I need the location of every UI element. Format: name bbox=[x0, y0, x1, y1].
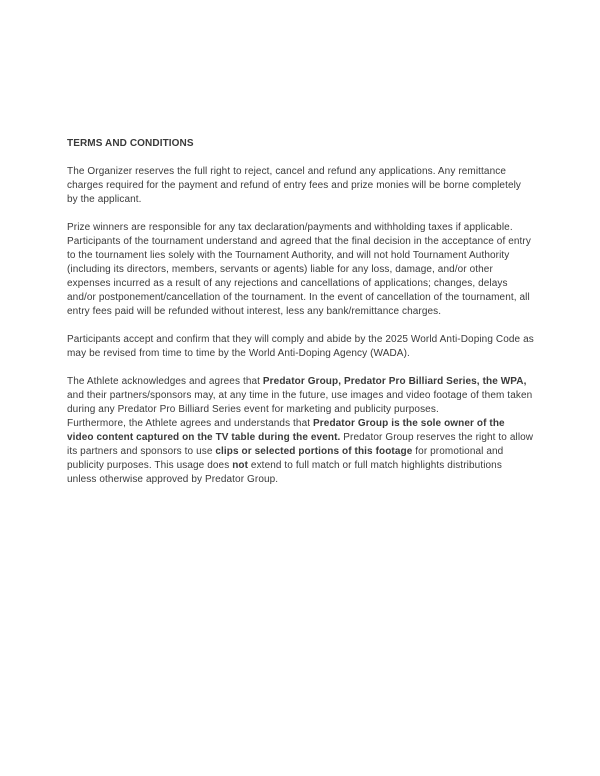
text-run: Prize winners are responsible for any tax declaration/payments and withholding taxes if applicable. Participants of the tournament understand and agreed that the final decision in the acceptance of entry to the tournament lies solely with the Tournament Authority, and will not hold Tournament Authority (including its directors, members, servants or agents) liable for any loss, damage, and/or other expenses incurred as a result of any rejections and cancellations of applications; changes, delays and/or postponement/cancellation of the tournament. In the event of cancellation of the tournament, all entry fees paid will be refunded without interest, less any bank/remittance charges. bbox=[67, 222, 531, 317]
text-run: and their partners/sponsors may, at any time in the future, use images and video footage of them taken during any Predator Pro Billiard Series event for marketing and publicity purposes. bbox=[67, 390, 533, 415]
text-run: The Organizer reserves the full right to reject, cancel and refund any applications. Any remittance charges required for the payment and refund of entry fees and prize monies will be borne completely by the applicant. bbox=[67, 166, 522, 205]
text-run-bold: not bbox=[232, 460, 249, 471]
text-run-bold: Predator Group, Predator Pro Billiard Series, the WPA, bbox=[262, 376, 527, 387]
document-heading: TERMS AND CONDITIONS bbox=[67, 138, 194, 149]
text-run: Furthermore, the Athlete agrees and understands that bbox=[67, 418, 314, 429]
text-run: Predator Group reserves the right to allow its partners and sponsors to use bbox=[67, 432, 534, 457]
paragraph bbox=[67, 333, 534, 361]
paragraph bbox=[67, 165, 534, 207]
text-run-bold: clips or selected portions of this footage bbox=[215, 446, 413, 457]
text-run: The Athlete acknowledges and agrees that bbox=[67, 376, 263, 387]
document-content bbox=[67, 165, 534, 487]
text-run: Participants accept and confirm that they will comply and abide by the 2025 World Anti-Doping Code as may be revised from time to time by the World Anti-Doping Agency (WADA). bbox=[67, 334, 534, 359]
text-run-bold: Predator Group is the sole owner of the video content captured on the TV table during the event. bbox=[67, 418, 505, 443]
text-run: for promotional and publicity purposes. This usage does bbox=[67, 446, 504, 471]
text-run: extend to full match or full match highlights distributions unless otherwise approved by Predator Group. bbox=[67, 460, 502, 485]
paragraph bbox=[67, 375, 534, 487]
paragraph bbox=[67, 221, 534, 319]
